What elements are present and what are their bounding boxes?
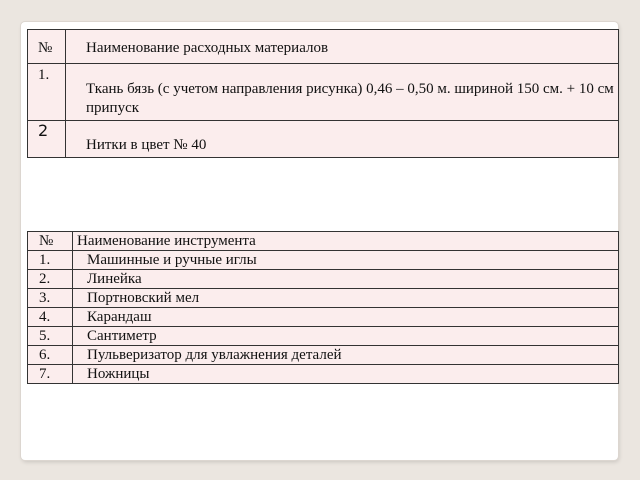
table-row: [28, 365, 619, 384]
row-number: 2.: [28, 270, 73, 289]
row-number: 5.: [28, 327, 73, 346]
tool-name: Линейка: [73, 270, 619, 289]
materials-header-num: №: [28, 30, 66, 64]
tool-name: Машинные и ручные иглы: [73, 251, 619, 270]
table-row: [28, 327, 619, 346]
slide: [21, 22, 618, 460]
table-row: [28, 251, 619, 270]
tool-name: Пульверизатор для увлажнения деталей: [73, 346, 619, 365]
materials-header-name: Наименование расходных материалов: [66, 30, 619, 64]
materials-header-row: [28, 30, 619, 64]
tools-table: [27, 231, 619, 384]
tools-header-num: №: [28, 232, 73, 251]
table-row: [28, 308, 619, 327]
row-number: 4.: [28, 308, 73, 327]
tool-name: Ножницы: [73, 365, 619, 384]
tools-header-name: Наименование инструмента: [73, 232, 619, 251]
table-row: [28, 346, 619, 365]
table-row: [28, 289, 619, 308]
table-row: [28, 270, 619, 289]
tool-name: Сантиметр: [73, 327, 619, 346]
row-number: 1.: [28, 64, 66, 121]
tool-name: Портновский мел: [73, 289, 619, 308]
row-number: 2: [28, 121, 66, 158]
material-name: Нитки в цвет № 40: [66, 121, 619, 158]
row-number: 6.: [28, 346, 73, 365]
table-row: [28, 64, 619, 121]
row-number: 3.: [28, 289, 73, 308]
row-number: 1.: [28, 251, 73, 270]
row-number: 7.: [28, 365, 73, 384]
material-name: Ткань бязь (с учетом направления рисунка) 0,46 – 0,50 м. шириной 150 см. + 10 см припуск: [66, 64, 619, 121]
materials-table: [27, 29, 619, 158]
tools-header-row: [28, 232, 619, 251]
tool-name: Карандаш: [73, 308, 619, 327]
table-row: [28, 121, 619, 158]
